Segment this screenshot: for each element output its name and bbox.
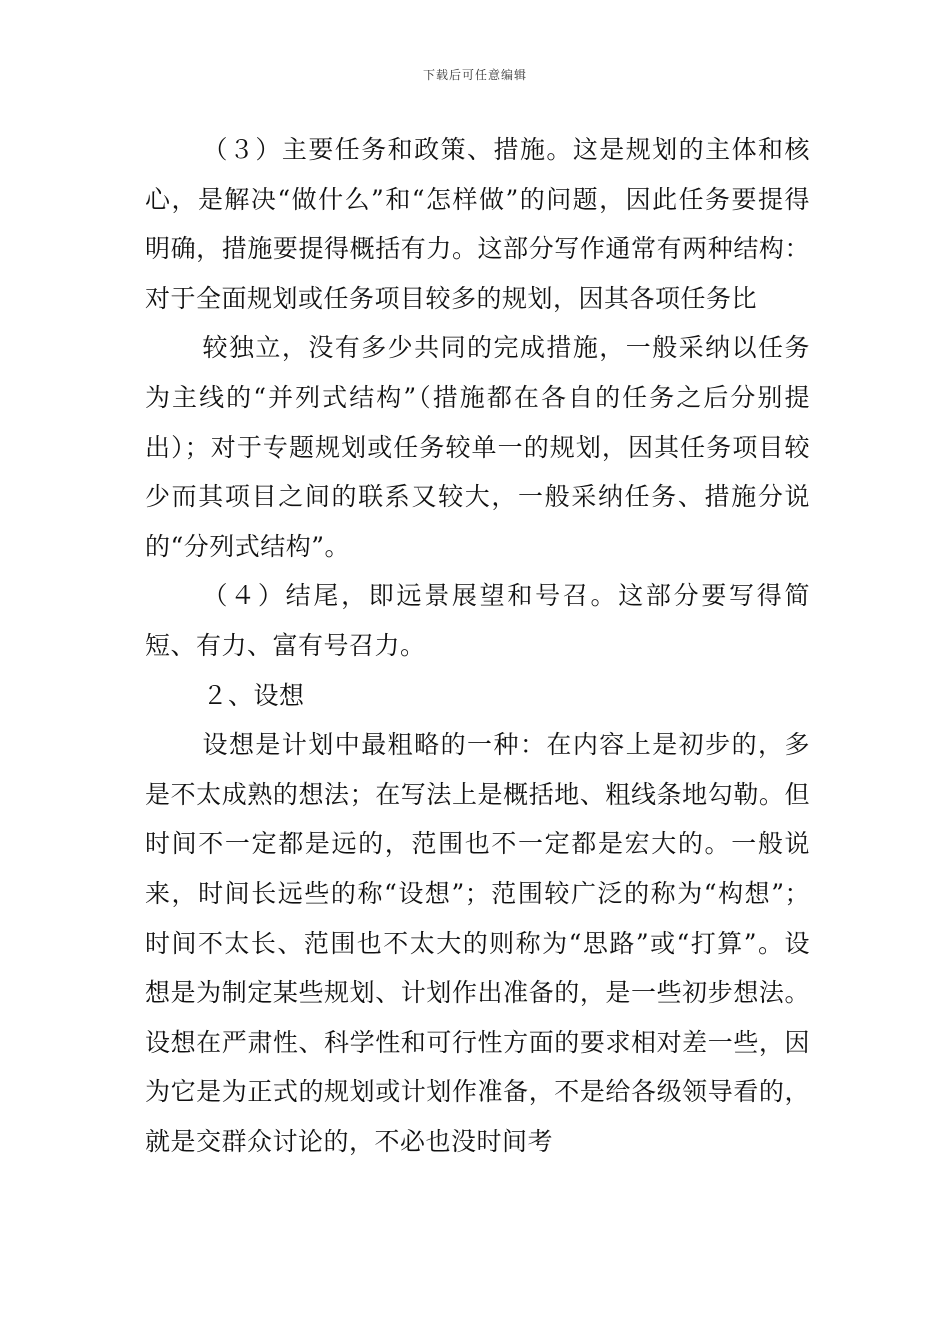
paragraph-idea: 设想是计划中最粗略的一种：在内容上是初步的，多是不太成熟的想法；在写法上是概括地、粗线条地勾勒。但时间不一定都是远的，范围也不一定都是宏大的。一般说来，时间长远些的称“设想”；范围较广泛的称为“构想”；时间不太长、范围也不太大的则称为“思路”或“打算”。设想是为制定某些规划、计划作出准备的，是一些初步想法。设想在严肃性、科学性和可行性方面的要求相对差一些，因为它是为正式的规划或计划作准备，不是给各级领导看的，就是交群众讨论的，不必也没时间考 — [145, 730, 810, 1156]
document-body — [145, 125, 810, 1166]
section-heading-idea: ２、设想 — [202, 680, 305, 710]
paragraph-structure: 较独立，没有多少共同的完成措施，一般采纳以任务为主线的“并列式结构”（措施都在各自的任务之后分别提出）；对于专题规划或任务较单一的规划，因其任务项目较少而其项目之间的联系又较大，一般采纳任务、措施分说的“分列式结构”。 — [145, 333, 810, 561]
page-header: 下载后可任意编辑 — [422, 68, 527, 82]
paragraph-task-policy: （３）主要任务和政策、措施。这是规划的主体和核心，是解决“做什么”和“怎样做”的问题，因此任务要提得明确，措施要提得概括有力。这部分写作通常有两种结构：对于全面规划或任务项目较多的规划，因其各项任务比 — [145, 135, 810, 313]
paragraph-ending: （４）结尾，即远景展望和号召。这部分要写得简短、有力、富有号召力。 — [145, 581, 810, 660]
